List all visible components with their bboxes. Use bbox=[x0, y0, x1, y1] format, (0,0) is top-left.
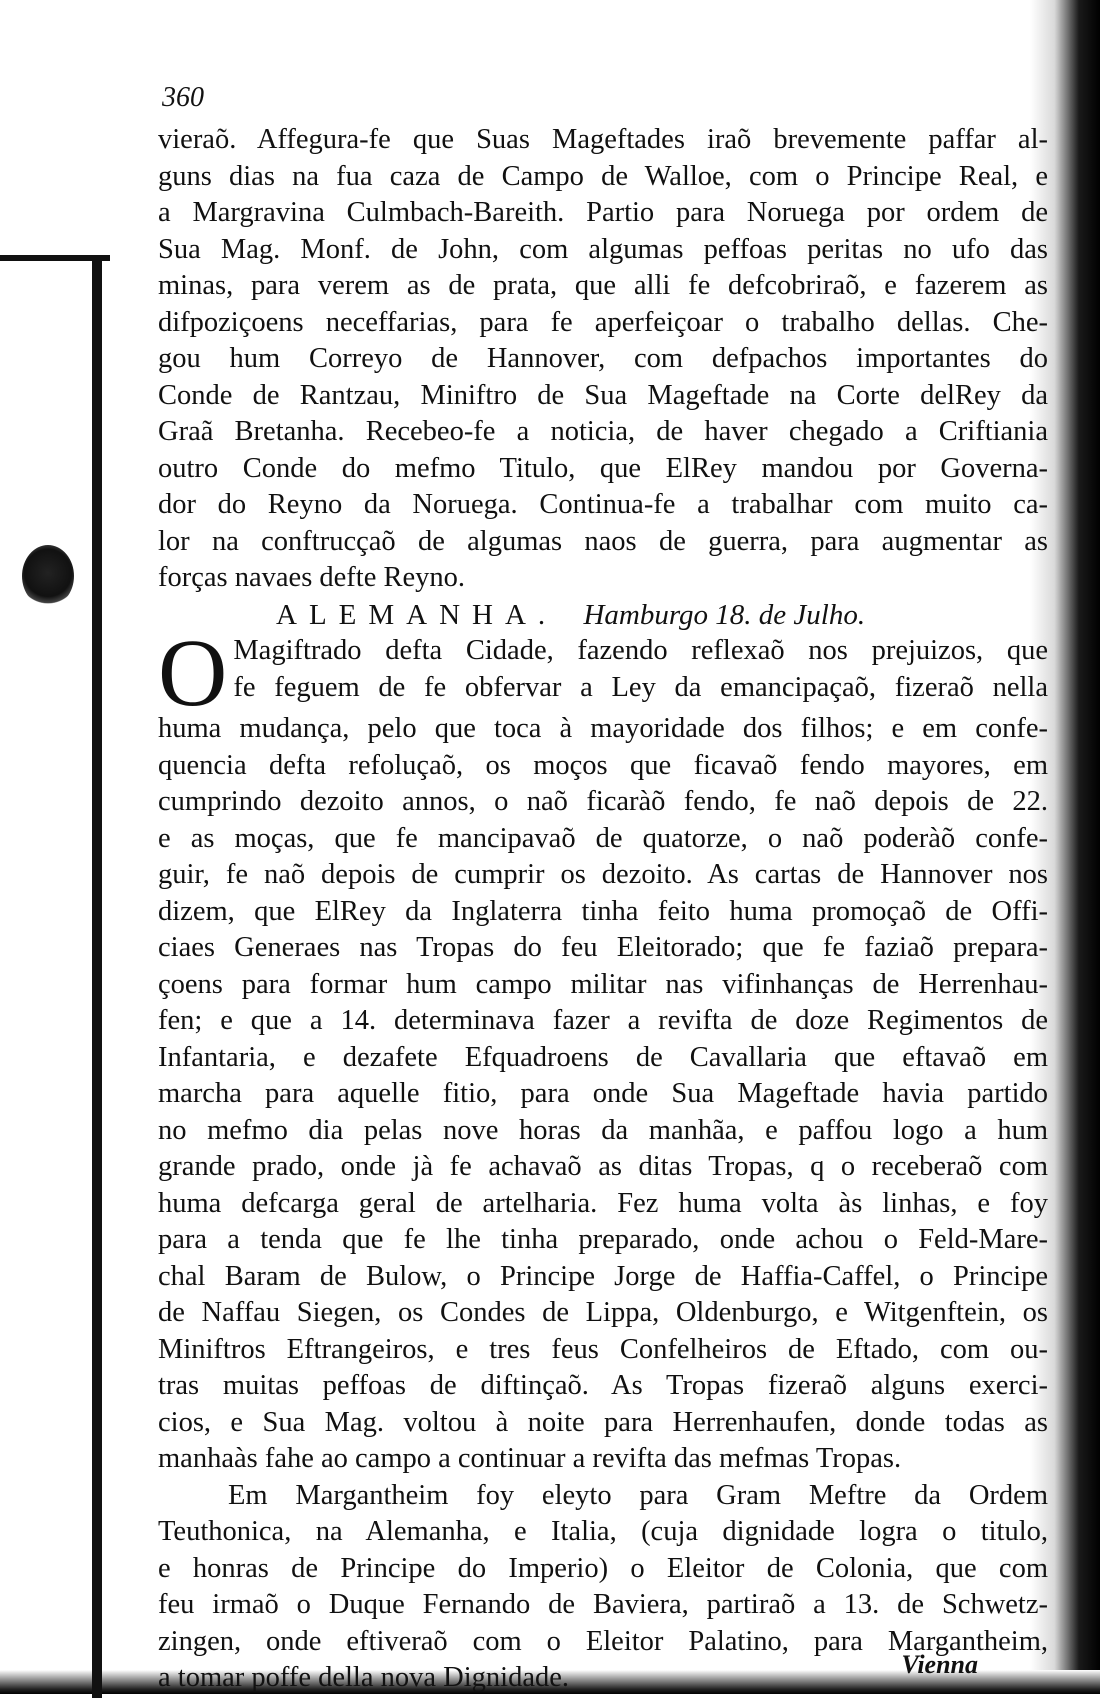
text-line: dizem, que ElRey da Inglaterra tinha feito huma promoçaõ de Offi- bbox=[158, 895, 1048, 927]
text-line: huma mudança, pelo que toca à mayoridade dos filhos; e em confe- bbox=[158, 713, 1048, 744]
section-heading bbox=[158, 597, 1048, 634]
binding-edge-line bbox=[92, 258, 102, 1698]
text-line: forças navaes defte Reyno. bbox=[158, 562, 466, 593]
text-line: Infantaria, e dezafete Efquadroens de Cavallaria que eftavaõ em bbox=[158, 1041, 1048, 1073]
text-line: Miniftros Eftrangeiros, e tres feus Confelheiros de Eftado, com ou- bbox=[158, 1333, 1048, 1365]
text-line: Conde de Rantzau, Miniftro de Sua Mageftade na Corte delRey da bbox=[158, 379, 1048, 411]
opening-paragraph bbox=[158, 122, 1048, 597]
text-line: chal Baram de Bulow, o Principe Jorge de Haffia-Caffel, o Principe bbox=[158, 1260, 1048, 1292]
text-line: Magiftrado defta Cidade, fazendo reflexaõ nos prejuizos, que bbox=[233, 635, 1048, 666]
text-line: Graã Bretanha. Recebeo-fe a noticia, de haver chegado a Criftiania bbox=[158, 416, 1048, 447]
text-line: feu irmaõ o Duque Fernando de Baviera, partiraõ a 13. de Schwetz- bbox=[158, 1589, 1048, 1620]
text-line: vieraõ. Affegura-fe que Suas Mageftades iraõ brevemente paffar al- bbox=[158, 124, 1048, 155]
heading-country: ALEMANHA. bbox=[276, 598, 558, 631]
text-line: huma defcarga geral de artelharia. Fez huma volta às linhas, e foy bbox=[158, 1187, 1048, 1219]
hamburg-paragraph bbox=[158, 619, 1048, 1478]
dropcap-lines bbox=[158, 633, 1048, 706]
text-line: zingen, onde eftiveraõ com o Eleitor Palatino, para Margantheim, bbox=[158, 1625, 1048, 1657]
text-line: e as moças, que fe mancipavaõ de quatorze, o naõ poderàõ confe- bbox=[158, 822, 1048, 854]
text-line: cios, e Sua Mag. voltou à noite para Herrenhaufen, donde todas as bbox=[158, 1406, 1048, 1438]
text-line: Em Margantheim foy eleyto para Gram Meftre da Ordem bbox=[228, 1479, 1048, 1511]
text-line: e honras de Principe do Imperio) o Eleitor de Colonia, que com bbox=[158, 1552, 1048, 1584]
text-line: minas, para verem as de prata, que alli fe defcobriraõ, e fazerem as bbox=[158, 270, 1048, 301]
catchword: Vienna bbox=[901, 1650, 978, 1679]
text-line: a Margravina Culmbach-Bareith. Partio para Noruega por ordem de bbox=[158, 197, 1048, 228]
text-line: Sua Mag. Monf. de John, com algumas peffoas peritas no ufo das bbox=[158, 233, 1048, 265]
article-text bbox=[158, 122, 1048, 1697]
ink-blot bbox=[22, 545, 74, 607]
text-line: marcha para aquelle fitio, para onde Sua Mageftade havia partido bbox=[158, 1078, 1048, 1109]
text-line: difpoziçoens neceffarias, para fe aperfeiçoar o trabalho dellas. Che- bbox=[158, 306, 1048, 338]
text-line: grande prado, onde jà fe achavaõ as ditas Tropas, q o receberaõ com bbox=[158, 1151, 1048, 1182]
text-line: manhaàs fahe ao campo a continuar a revifta das mefmas Tropas. bbox=[158, 1443, 902, 1474]
text-line: a tomar poffe della nova Dignidade. bbox=[158, 1662, 569, 1693]
text-line: no mefmo dia pelas nove horas da manhãa, e paffou logo a hum bbox=[158, 1114, 1048, 1146]
text-line: fen; e que a 14. determinava fazer a revifta de doze Regimentos de bbox=[158, 1005, 1048, 1036]
text-line: Teuthonica, na Alemanha, e Italia, (cuja dignidade logra o titulo, bbox=[158, 1516, 1048, 1547]
page-number: 360 bbox=[162, 82, 204, 113]
text-line: ciaes Generaes nas Tropas do feu Eleitorado; que fe faziaõ prepara- bbox=[158, 932, 1048, 963]
text-line: outro Conde do mefmo Titulo, que ElRey mandou por Governa- bbox=[158, 452, 1048, 484]
text-line: çoens para formar hum campo militar nas vifinhanças de Herrenhau- bbox=[158, 968, 1048, 1000]
text-line: de Naffau Siegen, os Condes de Lippa, Oldenburgo, e Witgenftein, os bbox=[158, 1297, 1048, 1328]
text-line: gou hum Correyo de Hannover, com defpachos importantes do bbox=[158, 343, 1048, 374]
text-line: cumprindo dezoito annos, o naõ ficaràõ fendo, fe naõ depois de 22. bbox=[158, 786, 1048, 817]
text-line: fe feguem de fe obfervar a Ley da emancipaçaõ, fizeraõ nella bbox=[233, 671, 1048, 703]
text-line: para a tenda que fe lhe tinha preparado, onde achou o Feld-Mare- bbox=[158, 1224, 1048, 1255]
text-line: guns dias na fua caza de Campo de Walloe, com o Principe Real, e bbox=[158, 160, 1048, 192]
text-line: guir, fe naõ depois de cumprir os dezoito. As cartas de Hannover nos bbox=[158, 859, 1048, 890]
heading-dateline: Hamburgo 18. de Julho. bbox=[583, 598, 866, 631]
text-line: tras muitas peffoas de diftinçaõ. As Tropas fizeraõ alguns exerci- bbox=[158, 1370, 1048, 1401]
text-line: lor na conftrucçaõ de algumas naos de guerra, para augmentar as bbox=[158, 525, 1048, 557]
drop-cap: O bbox=[158, 619, 228, 726]
main-lines bbox=[158, 711, 1048, 1478]
text-line: dor do Reyno da Noruega. Continua-fe a trabalhar com muito ca- bbox=[158, 489, 1048, 520]
text-line: quencia defta refoluçaõ, os moços que ficavaõ fendo mayores, em bbox=[158, 749, 1048, 781]
